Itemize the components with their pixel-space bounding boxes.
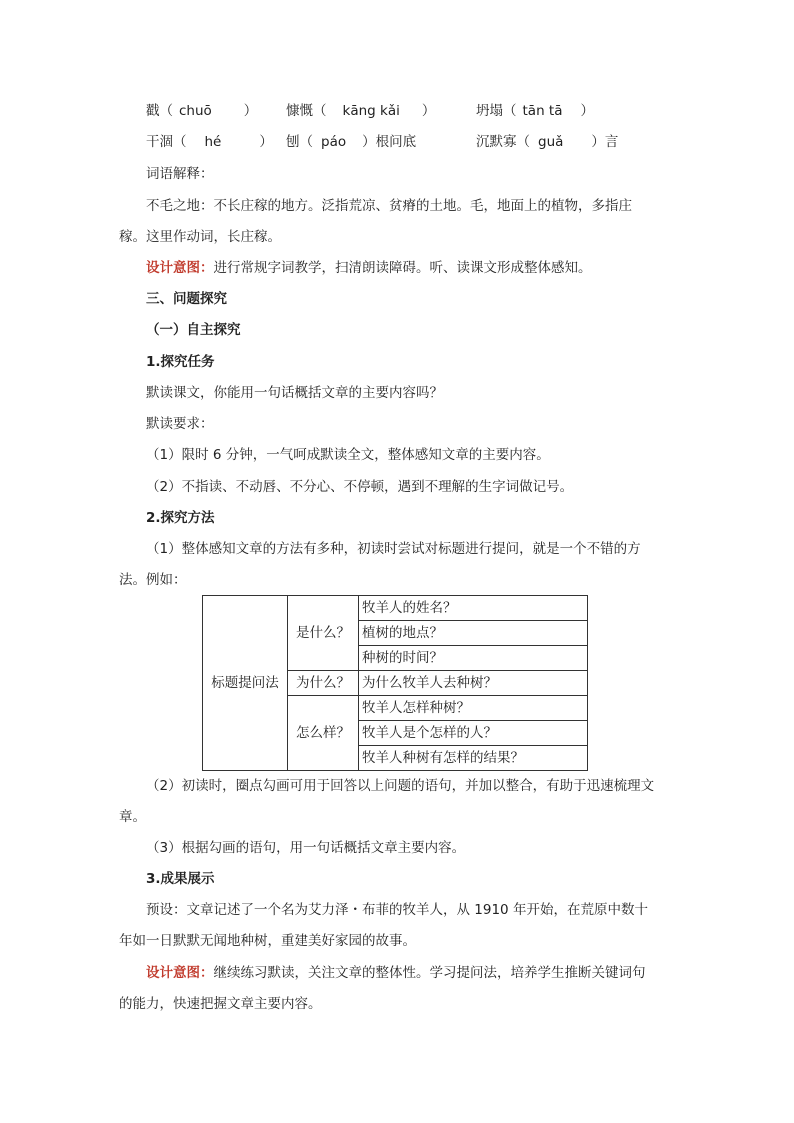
task-heading: 1.探究任务 [146,354,215,370]
design-intent-label: 设计意图： [146,965,214,981]
method-2-line-1: （2）初读时，圈点勾画可用于回答以上问题的语句，并加以整合，有助于迅速梳理文 [146,778,655,794]
table-cell: 牧羊人种树有怎样的结果？ [359,746,588,771]
vocab-definition-line-1: 不毛之地：不长庄稼的地方。泛指荒凉、贫瘠的土地。毛，地面上的植物，多指庄 [146,198,632,214]
preset-line-1: 预设：文章记述了一个名为艾力泽・布菲的牧羊人，从 1910 年开始，在荒原中数十 [146,902,648,918]
method-1-line-2: 法。例如： [119,572,187,588]
group-label-what: 是什么？ [288,596,359,671]
method-3: （3）根据勾画的语句，用一句话概括文章主要内容。 [146,840,466,856]
pinyin-item-2: 慷慨（ kāng kǎi ） [286,103,436,119]
requirements-heading: 默读要求： [146,416,214,432]
pinyin-item-6: 沉默寡（ guǎ ）言 [476,134,619,150]
design-intent-label: 设计意图： [146,260,214,276]
design-intent-1 [146,258,592,278]
section-heading: 三、问题探究 [146,291,227,307]
question-table [202,595,588,771]
pinyin-item-3: 坍塌（ tān tā ） [476,103,594,119]
vocab-definition-line-2: 稼。这里作动词，长庄稼。 [119,229,281,245]
result-heading: 3.成果展示 [146,871,215,887]
pinyin-item-5: 刨（ páo ）根问底 [286,134,417,150]
design-intent-text: 进行常规字词教学，扫清朗读障碍。听、读课文形成整体感知。 [213,260,592,276]
table-row [203,596,588,621]
table-cell: 为什么牧羊人去种树？ [359,671,588,696]
table-row-header: 标题提问法 [203,596,288,771]
requirement-2: （2）不指读、不动唇、不分心、不停顿，遇到不理解的生字词做记号。 [146,479,574,495]
design-intent-text: 继续练习默读，关注文章的整体性。学习提问法，培养学生推断关键词句 [213,965,646,981]
requirement-1: （1）限时 6 分钟，一气呵成默读全文，整体感知文章的主要内容。 [146,447,550,463]
pinyin-item-1: 戳（ chuō ） [146,103,258,119]
design-intent-2-line-2: 的能力，快速把握文章主要内容。 [119,996,322,1012]
table-cell: 牧羊人的姓名？ [359,596,588,621]
pinyin-item-4: 干涸（ hé ） [146,134,273,150]
subsection-heading: （一）自主探究 [146,322,241,338]
method-heading: 2.探究方法 [146,510,215,526]
table-cell: 植树的地点？ [359,621,588,646]
table-cell: 牧羊人怎样种树？ [359,696,588,721]
method-1-line-1: （1）整体感知文章的方法有多种，初读时尝试对标题进行提问，就是一个不错的方 [146,541,641,557]
group-label-how: 怎么样？ [288,696,359,771]
preset-line-2: 年如一日默默无闻地种树，重建美好家园的故事。 [119,933,416,949]
method-2-line-2: 章。 [119,809,146,825]
design-intent-2 [146,963,646,983]
task-question: 默读课文，你能用一句话概括文章的主要内容吗？ [146,385,443,401]
table-cell: 牧羊人是个怎样的人？ [359,721,588,746]
group-label-why: 为什么？ [288,671,359,696]
table-cell: 种树的时间？ [359,646,588,671]
vocab-heading: 词语解释： [146,166,214,182]
